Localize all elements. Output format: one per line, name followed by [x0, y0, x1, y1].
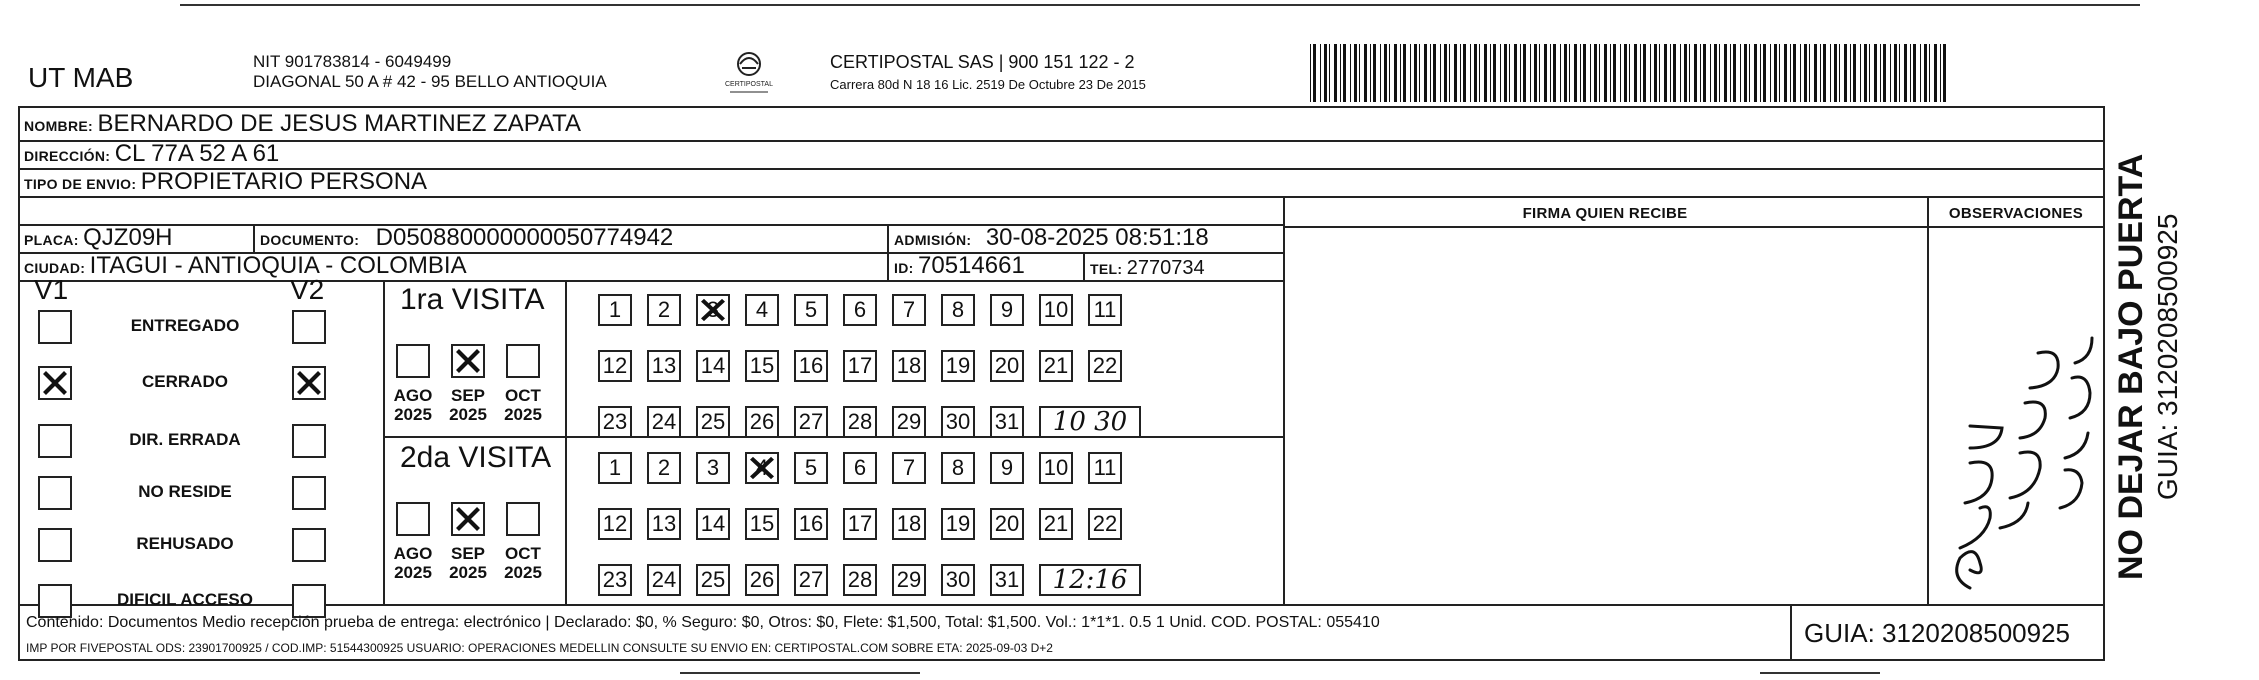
barcode-bar — [1410, 44, 1411, 102]
barcode-bar — [1883, 44, 1886, 102]
month-year: 2025 — [449, 405, 487, 424]
first-visit-day-5[interactable]: 5 — [794, 294, 828, 326]
barcode-bar — [1364, 44, 1367, 102]
first-visit-day-14[interactable]: 14 — [696, 350, 730, 382]
month-year: 2025 — [394, 405, 432, 424]
barcode-bar — [1359, 44, 1360, 102]
barcode-bar — [1710, 44, 1711, 102]
first-visit-day-10[interactable]: 10 — [1039, 294, 1073, 326]
barcode-bar — [1324, 44, 1327, 102]
footer-guia: GUIA: 3120208500925 — [1804, 618, 2070, 648]
barcode-bar — [1449, 44, 1450, 102]
barcode-bar — [1890, 44, 1891, 102]
bottom-rule — [1760, 672, 1880, 674]
second-visit-day-18[interactable]: 18 — [892, 508, 926, 540]
state-label: DIR. ERRADA — [129, 430, 241, 449]
state-label: REHUSADO — [136, 534, 234, 553]
barcode-bar — [1380, 44, 1381, 102]
barcode-bar — [1880, 44, 1881, 102]
second-visit-day-27[interactable]: 27 — [794, 564, 828, 596]
second-visit-day-7[interactable]: 7 — [892, 452, 926, 484]
barcode-bar — [1500, 44, 1501, 102]
first-visit-day-28[interactable]: 28 — [843, 406, 877, 438]
barcode-bar — [1509, 44, 1510, 102]
month-label: AGO — [393, 386, 433, 405]
tipo-field — [24, 170, 427, 197]
placa-label: PLACA: — [24, 232, 79, 248]
second-visit-day-19[interactable]: 19 — [941, 508, 975, 540]
second-visit-day-23[interactable]: 23 — [598, 564, 632, 596]
placa-field — [24, 226, 173, 253]
second-visit-day-25[interactable]: 25 — [696, 564, 730, 596]
barcode-bar — [1384, 44, 1387, 102]
barcode-bar — [1350, 44, 1351, 102]
barcode-bar — [1760, 44, 1761, 102]
barcode-bar — [1904, 44, 1907, 102]
barcode-bar — [1689, 44, 1690, 102]
certipostal-logo-icon — [712, 48, 786, 98]
month-cell — [388, 544, 438, 582]
barcode-bar — [1504, 44, 1507, 102]
first-visit-day-22[interactable]: 22 — [1088, 350, 1122, 382]
barcode-bar — [1664, 44, 1667, 102]
tipo-value: PROPIETARIO PERSONA — [140, 168, 428, 195]
barcode-bar — [1320, 44, 1321, 102]
barcode-bar — [1334, 44, 1337, 102]
second-visit-day-16[interactable]: 16 — [794, 508, 828, 540]
firma-header: FIRMA QUIEN RECIBE — [1522, 205, 1688, 222]
barcode-bar — [1844, 44, 1847, 102]
second-visit-day-29[interactable]: 29 — [892, 564, 926, 596]
first-visit-time-field[interactable]: 10 30 — [1039, 406, 1141, 438]
month-cell — [443, 386, 493, 424]
barcode-bar — [1800, 44, 1801, 102]
v2-checkbox-3[interactable] — [292, 424, 326, 458]
admision-field — [894, 226, 1209, 253]
barcode-bar — [1654, 44, 1657, 102]
nombre-value: BERNARDO DE JESUS MARTINEZ ZAPATA — [97, 110, 582, 137]
barcode-bar — [1640, 44, 1641, 102]
first-visit-day-23[interactable]: 23 — [598, 406, 632, 438]
v2-checkbox-5[interactable] — [292, 528, 326, 562]
v1-checkbox-4[interactable] — [38, 476, 72, 510]
first-visit-month-checkbox[interactable] — [396, 344, 430, 378]
barcode-bar — [1943, 44, 1946, 102]
barcode-bar — [1534, 44, 1537, 102]
barcode-bar — [1424, 44, 1427, 102]
barcode-bar — [1790, 44, 1791, 102]
first-visit-day-2[interactable]: 2 — [647, 294, 681, 326]
barcode-bar — [1343, 44, 1346, 102]
barcode-bar — [1853, 44, 1856, 102]
barcode-bar — [1400, 44, 1401, 102]
id-field — [894, 254, 1025, 281]
barcode-bar — [1460, 44, 1461, 102]
delivery-form — [18, 106, 2105, 661]
svg-text:CERTIPOSTAL: CERTIPOSTAL — [725, 81, 773, 88]
id-label: ID: — [894, 260, 914, 276]
second-visit-day-1[interactable]: 1 — [598, 452, 632, 484]
barcode-bar — [1624, 44, 1627, 102]
barcode-bar — [1804, 44, 1807, 102]
first-visit-day-11[interactable]: 11 — [1088, 294, 1122, 326]
barcode-bar — [1899, 44, 1900, 102]
nombre-field — [24, 112, 581, 139]
barcode-bar — [1673, 44, 1676, 102]
carrier-license: Carrera 80d N 18 16 Lic. 2519 De Octubre 23 De 2015 — [830, 77, 1146, 92]
side-guia: GUIA: 3120208500925 — [2152, 213, 2183, 500]
barcode-bar — [1869, 44, 1870, 102]
barcode-bar — [1763, 44, 1766, 102]
month-label: OCT — [505, 386, 541, 405]
tel-label: TEL: — [1090, 261, 1123, 277]
second-visit-day-20[interactable]: 20 — [990, 508, 1024, 540]
second-visit-day-8[interactable]: 8 — [941, 452, 975, 484]
second-visit-day-4[interactable] — [745, 452, 779, 484]
barcode-bar — [1444, 44, 1447, 102]
barcode-bar — [1313, 44, 1316, 102]
second-visit-day-9[interactable]: 9 — [990, 452, 1024, 484]
first-visit-day-18[interactable]: 18 — [892, 350, 926, 382]
barcode-bar — [1574, 44, 1577, 102]
ciudad-value: ITAGUI - ANTIOQUIA - COLOMBIA — [89, 252, 467, 279]
barcode-bar — [1834, 44, 1837, 102]
first-visit-day-20[interactable]: 20 — [990, 350, 1024, 382]
first-visit-day-27[interactable]: 27 — [794, 406, 828, 438]
barcode-bar — [1530, 44, 1531, 102]
first-visit-day-30[interactable]: 30 — [941, 406, 975, 438]
second-visit-day-14[interactable]: 14 — [696, 508, 730, 540]
barcode-bar — [1454, 44, 1457, 102]
tel-value: 2770734 — [1126, 257, 1205, 279]
barcode-bar — [1403, 44, 1406, 102]
barcode-bar — [1749, 44, 1750, 102]
barcode-bar — [1643, 44, 1646, 102]
first-visit-day-29[interactable]: 29 — [892, 406, 926, 438]
side-warning: NO DEJAR BAJO PUERTA — [2112, 153, 2150, 580]
v1-checkbox-5[interactable] — [38, 528, 72, 562]
carrier-info — [830, 52, 1146, 92]
barcode-bar — [1310, 44, 1311, 102]
second-visit-day-28[interactable]: 28 — [843, 564, 877, 596]
barcode-bar — [1754, 44, 1757, 102]
barcode-bar — [1539, 44, 1540, 102]
first-visit-day-17[interactable]: 17 — [843, 350, 877, 382]
barcode-bar — [1354, 44, 1357, 102]
v1-checkbox-2[interactable] — [38, 366, 72, 400]
barcode-bar — [1340, 44, 1341, 102]
barcode-bar — [1620, 44, 1621, 102]
barcode-bar — [1730, 44, 1731, 102]
barcode-bar — [1913, 44, 1916, 102]
state-label: CERRADO — [142, 372, 228, 391]
barcode-bar — [1394, 44, 1397, 102]
barcode-bar — [1733, 44, 1736, 102]
barcode-bar — [1560, 44, 1561, 102]
barcode-bar — [1583, 44, 1586, 102]
barcode-bar — [1910, 44, 1911, 102]
barcode-bar — [1440, 44, 1441, 102]
barcode-bar — [1629, 44, 1630, 102]
first-visit-day-26[interactable]: 26 — [745, 406, 779, 438]
barcode-bar — [1659, 44, 1660, 102]
barcode-bar — [1490, 44, 1491, 102]
second-visit-month-checkbox[interactable] — [396, 502, 430, 536]
barcode-bar — [1580, 44, 1581, 102]
first-visit-day-8[interactable]: 8 — [941, 294, 975, 326]
barcode-bar — [1774, 44, 1777, 102]
v1-checkbox-1[interactable] — [38, 310, 72, 344]
barcode-bar — [1920, 44, 1921, 102]
first-visit-day-21[interactable]: 21 — [1039, 350, 1073, 382]
barcode-bar — [1820, 44, 1821, 102]
barcode-bar — [1864, 44, 1867, 102]
first-visit-day-19[interactable]: 19 — [941, 350, 975, 382]
second-visit-time-field[interactable]: 12:16 — [1039, 564, 1141, 596]
first-visit-day-12[interactable]: 12 — [598, 350, 632, 382]
barcode-bar — [1839, 44, 1840, 102]
barcode-bar — [1703, 44, 1706, 102]
tel-field — [1090, 256, 1205, 282]
first-visit-day-7[interactable]: 7 — [892, 294, 926, 326]
barcode-bar — [1700, 44, 1701, 102]
barcode-bar — [1934, 44, 1937, 102]
barcode-bar — [1493, 44, 1496, 102]
first-visit-day-3[interactable] — [696, 294, 730, 326]
barcode-bar — [1433, 44, 1436, 102]
v2-checkbox-1[interactable] — [292, 310, 326, 344]
month-label: SEP — [450, 386, 486, 405]
documento-label: DOCUMENTO: — [260, 232, 360, 248]
documento-value: D050880000000050774942 — [375, 224, 674, 251]
barcode-bar — [1553, 44, 1556, 102]
barcode-bar — [1814, 44, 1817, 102]
second-visit-day-30[interactable]: 30 — [941, 564, 975, 596]
barcode-bar — [1430, 44, 1431, 102]
month-year: 2025 — [394, 563, 432, 582]
carrier-name: CERTIPOSTAL SAS | 900 151 122 - 2 — [830, 52, 1135, 72]
barcode-bar — [1850, 44, 1851, 102]
barcode-bar — [1613, 44, 1616, 102]
barcode-bar — [1823, 44, 1826, 102]
direccion-field — [24, 142, 279, 169]
first-visit-day-4[interactable]: 4 — [745, 294, 779, 326]
month-label: OCT — [505, 544, 541, 563]
second-visit-day-15[interactable]: 15 — [745, 508, 779, 540]
month-cell — [388, 386, 438, 424]
second-visit-day-13[interactable]: 13 — [647, 508, 681, 540]
second-visit-day-11[interactable]: 11 — [1088, 452, 1122, 484]
sender-nit: NIT 901783814 - 6049499 — [253, 52, 452, 71]
day-number: 4 — [755, 455, 769, 480]
second-visit-day-2[interactable]: 2 — [647, 452, 681, 484]
barcode-bar — [1650, 44, 1651, 102]
barcode-bar — [1924, 44, 1927, 102]
barcode-bar — [1724, 44, 1727, 102]
barcode-bar — [1680, 44, 1681, 102]
month-year: 2025 — [449, 563, 487, 582]
ciudad-label: CIUDAD: — [24, 260, 86, 276]
admision-label: ADMISIÓN: — [894, 232, 972, 248]
barcode-bar — [1860, 44, 1861, 102]
state-label: DIFICIL ACCESO — [116, 590, 253, 609]
barcode-bar — [1594, 44, 1597, 102]
second-visit-day-26[interactable]: 26 — [745, 564, 779, 596]
month-year: 2025 — [504, 405, 542, 424]
barcode-bar — [1610, 44, 1611, 102]
first-visit-title: 1ra VISITA — [400, 283, 545, 316]
first-visit-month-checkbox[interactable] — [506, 344, 540, 378]
placa-value: QJZ09H — [83, 224, 173, 251]
first-visit-day-6[interactable]: 6 — [843, 294, 877, 326]
month-cell — [443, 544, 493, 582]
second-visit-month-checkbox[interactable] — [506, 502, 540, 536]
nombre-label: NOMBRE: — [24, 118, 93, 134]
month-label: AGO — [393, 544, 433, 563]
second-visit-day-22[interactable]: 22 — [1088, 508, 1122, 540]
barcode-bar — [1564, 44, 1567, 102]
barcode-bar — [1479, 44, 1480, 102]
month-cell — [498, 544, 548, 582]
barcode-bar — [1590, 44, 1591, 102]
day-number: 3 — [706, 297, 720, 322]
barcode-bar — [1719, 44, 1720, 102]
footer-content: Contenido: Documentos Medio recepción prueba de entrega: electrónico | Declarado: $0, % Seguro: $0, Otros: $0, Flete: $1,500, Total: $1,500. Vol.: 1*1*1. 0.5 1 Unid. COD. POSTAL: 055410 — [26, 614, 1380, 631]
second-visit-day-3[interactable]: 3 — [696, 452, 730, 484]
second-visit-month-checkbox[interactable] — [451, 502, 485, 536]
direccion-value: CL 77A 52 A 61 — [114, 140, 280, 167]
barcode-bar — [1779, 44, 1780, 102]
barcode-bar — [1523, 44, 1526, 102]
barcode-bar — [1599, 44, 1600, 102]
first-visit-day-31[interactable]: 31 — [990, 406, 1024, 438]
first-visit-day-24[interactable]: 24 — [647, 406, 681, 438]
state-label: NO RESIDE — [138, 482, 232, 501]
bottom-rule — [680, 672, 920, 674]
barcode-bar — [1740, 44, 1741, 102]
barcode-bar — [1793, 44, 1796, 102]
second-visit-day-21[interactable]: 21 — [1039, 508, 1073, 540]
barcode-bar — [1550, 44, 1551, 102]
barcode-bar — [1694, 44, 1697, 102]
handwritten-signature — [1930, 308, 2100, 598]
v2-header: V2 — [290, 274, 325, 305]
barcode-bar — [1329, 44, 1330, 102]
barcode-bar — [1484, 44, 1487, 102]
barcode-bar — [1520, 44, 1521, 102]
barcode-bar — [1474, 44, 1477, 102]
barcode-bar — [1784, 44, 1787, 102]
barcode-bar — [1414, 44, 1417, 102]
first-visit-day-9[interactable]: 9 — [990, 294, 1024, 326]
month-cell — [498, 386, 548, 424]
barcode-bar — [1929, 44, 1930, 102]
first-visit-month-checkbox[interactable] — [451, 344, 485, 378]
first-visit-day-16[interactable]: 16 — [794, 350, 828, 382]
barcode-bar — [1894, 44, 1897, 102]
first-visit-day-25[interactable]: 25 — [696, 406, 730, 438]
barcode — [1310, 44, 1950, 102]
first-visit-day-1[interactable]: 1 — [598, 294, 632, 326]
id-value: 70514661 — [918, 252, 1025, 279]
barcode-bar — [1389, 44, 1390, 102]
v1-header: V1 — [34, 274, 69, 305]
state-label: ENTREGADO — [130, 316, 240, 335]
barcode-bar — [1470, 44, 1471, 102]
barcode-bar — [1544, 44, 1547, 102]
barcode-bar — [1370, 44, 1371, 102]
barcode-bar — [1604, 44, 1607, 102]
barcode-bar — [1670, 44, 1671, 102]
ciudad-field — [24, 254, 467, 281]
sender-name: UT MAB — [28, 62, 134, 93]
documento-field — [260, 226, 673, 253]
barcode-bar — [1463, 44, 1466, 102]
admision-value: 30-08-2025 08:51:18 — [985, 224, 1209, 251]
v1-checkbox-3[interactable] — [38, 424, 72, 458]
barcode-bar — [1940, 44, 1941, 102]
month-year: 2025 — [504, 563, 542, 582]
barcode-bar — [1419, 44, 1420, 102]
v2-checkbox-2[interactable] — [292, 366, 326, 400]
second-visit-day-17[interactable]: 17 — [843, 508, 877, 540]
barcode-bar — [1569, 44, 1570, 102]
direccion-label: DIRECCIÓN: — [24, 148, 111, 164]
barcode-bar — [1514, 44, 1517, 102]
footer-print-info: IMP POR FIVEPOSTAL ODS: 23901700925 / COD.IMP: 51544300925 USUARIO: OPERACIONES MEDELLIN CONSULTE SU ENVIO EN: CERTIPOSTAL.COM SOBRE ETA: 2025-09-03 D+2 — [26, 641, 1053, 655]
barcode-bar — [1830, 44, 1831, 102]
barcode-bar — [1714, 44, 1717, 102]
second-visit-day-10[interactable]: 10 — [1039, 452, 1073, 484]
first-visit-day-13[interactable]: 13 — [647, 350, 681, 382]
barcode-bar — [1874, 44, 1877, 102]
month-label: SEP — [450, 544, 486, 563]
barcode-bar — [1770, 44, 1771, 102]
sender-info — [253, 52, 607, 92]
second-visit-day-24[interactable]: 24 — [647, 564, 681, 596]
v2-checkbox-4[interactable] — [292, 476, 326, 510]
first-visit-day-15[interactable]: 15 — [745, 350, 779, 382]
barcode-bar — [1684, 44, 1687, 102]
second-visit-title: 2da VISITA — [400, 441, 552, 474]
barcode-bar — [1809, 44, 1810, 102]
tipo-label: TIPO DE ENVIO: — [24, 176, 137, 192]
second-visit-day-12[interactable]: 12 — [598, 508, 632, 540]
second-visit-day-6[interactable]: 6 — [843, 452, 877, 484]
barcode-bar — [1744, 44, 1747, 102]
barcode-bar — [1634, 44, 1637, 102]
observaciones-header: OBSERVACIONES — [1948, 205, 2084, 222]
sender-address: DIAGONAL 50 A # 42 - 95 BELLO ANTIOQUIA — [253, 72, 607, 91]
second-visit-day-31[interactable]: 31 — [990, 564, 1024, 596]
barcode-bar — [1373, 44, 1376, 102]
second-visit-day-5[interactable]: 5 — [794, 452, 828, 484]
